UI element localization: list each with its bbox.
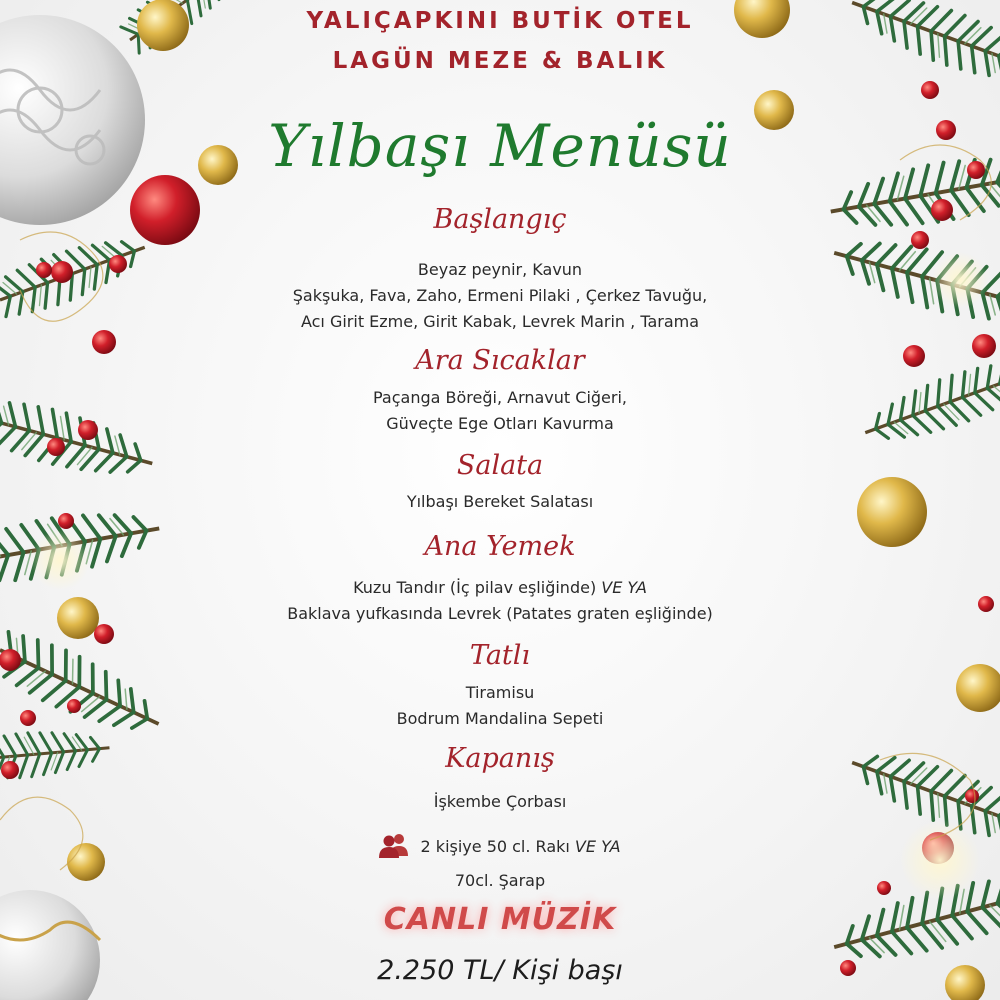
menu-item: Acı Girit Ezme, Girit Kabak, Levrek Marin , Tarama <box>300 312 700 331</box>
drinks-text: 2 kişiye 50 cl. Rakı <box>420 837 570 856</box>
or-label: VE YA <box>574 837 621 856</box>
section-title-hot-appetizers: Ara Sıcaklar <box>415 345 585 376</box>
section-title-main-course: Ana Yemek <box>424 531 576 562</box>
menu-item <box>200 575 800 601</box>
drinks-line-1 <box>200 832 800 867</box>
menu-card <box>200 0 800 1000</box>
drinks-offer <box>200 832 800 895</box>
price-per-person: 2.250 TL/ Kişi başı <box>377 955 623 986</box>
hotel-name: YALIÇAPKINI BUTİK OTEL <box>306 8 694 34</box>
people-icon <box>379 832 409 867</box>
drinks-line-2: 70cl. Şarap <box>454 871 546 890</box>
menu-item: Baklava yufkasında Levrek (Patates graten eşliğinde) <box>287 604 713 623</box>
section-title-salad: Salata <box>456 450 544 481</box>
section-title-closing: Kapanış <box>445 743 555 774</box>
menu-title: Yılbaşı Menüsü <box>268 112 732 180</box>
or-label: VE YA <box>601 578 647 597</box>
menu-item: Yılbaşı Bereket Salatası <box>406 492 594 511</box>
live-music-banner: CANLI MÜZİK <box>383 902 617 937</box>
menu-item: Bodrum Mandalina Sepeti <box>396 709 604 728</box>
menu-item: Beyaz peynir, Kavun <box>417 260 583 279</box>
restaurant-name: LAGÜN MEZE & BALIK <box>332 48 668 74</box>
menu-item: İşkembe Çorbası <box>433 792 567 811</box>
section-title-dessert: Tatlı <box>469 640 531 671</box>
menu-item-text: Kuzu Tandır (İç pilav eşliğinde) <box>353 578 597 597</box>
menu-item: Tiramisu <box>465 683 535 702</box>
section-title-starters: Başlangıç <box>433 204 567 235</box>
menu-item: Güveçte Ege Otları Kavurma <box>386 414 614 433</box>
menu-item: Paçanga Böreği, Arnavut Ciğeri, <box>372 388 627 407</box>
menu-item: Şakşuka, Fava, Zaho, Ermeni Pilaki , Çerkez Tavuğu, <box>292 286 708 305</box>
